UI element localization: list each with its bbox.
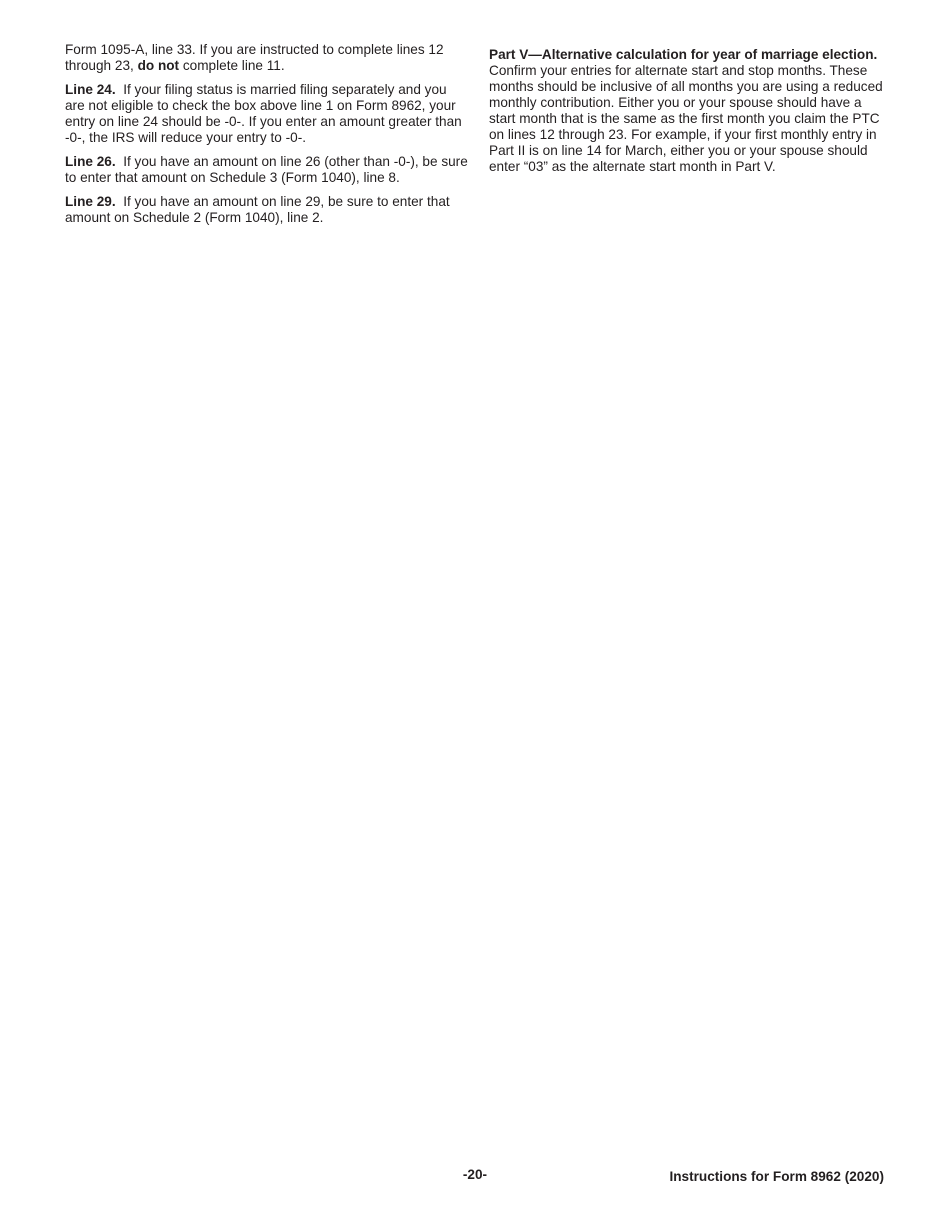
document-title: Instructions for Form 8962 (2020) xyxy=(669,1169,884,1184)
paragraph-text: If you have an amount on line 29, be sure to enter that amount on Schedule 2 (Form 1040), line 2. xyxy=(65,194,450,225)
paragraph-line-29 xyxy=(65,194,469,226)
paragraph-line-11-continuation xyxy=(65,42,469,74)
emphasis-do-not: do not xyxy=(137,58,180,73)
paragraph-text: If you have an amount on line 26 (other than -0-), be sure to enter that amount on Schedule 3 (Form 1040), line 8. xyxy=(65,154,468,185)
page-number: -20- xyxy=(462,1167,488,1182)
paragraph-text: complete line 11. xyxy=(179,58,285,73)
paragraph-line-26 xyxy=(65,154,469,186)
heading-line-24: Line 24. xyxy=(65,82,116,97)
heading-line-26: Line 26. xyxy=(65,154,116,169)
paragraph-part-v xyxy=(489,47,889,175)
left-column xyxy=(65,42,469,234)
heading-line-29: Line 29. xyxy=(65,194,116,209)
paragraph-line-24 xyxy=(65,82,469,146)
heading-part-v: Part V—Alternative calculation for year of marriage election. xyxy=(489,47,878,62)
paragraph-text: If your filing status is married filing separately and you are not eligible to check the box above line 1 on Form 8962, your entry on line 24 should be -0-. If you enter an amount greater than -0-, the IRS will reduce your entry to -0-. xyxy=(65,82,462,145)
right-column xyxy=(489,47,889,183)
paragraph-text: Form 1095-A, line 33. If you are instructed to complete lines 12 through 23, xyxy=(65,42,444,73)
paragraph-text: Confirm your entries for alternate start and stop months. These months should be inclusive of all months you are using a reduced monthly contribution. Either you or your spouse should have a start month that is the same as the first month you claim the PTC on lines 12 through 23. For example, if your first monthly entry in Part II is on line 14 for March, either you or your spouse should enter “03” as the alternate start month in Part V. xyxy=(489,63,883,174)
